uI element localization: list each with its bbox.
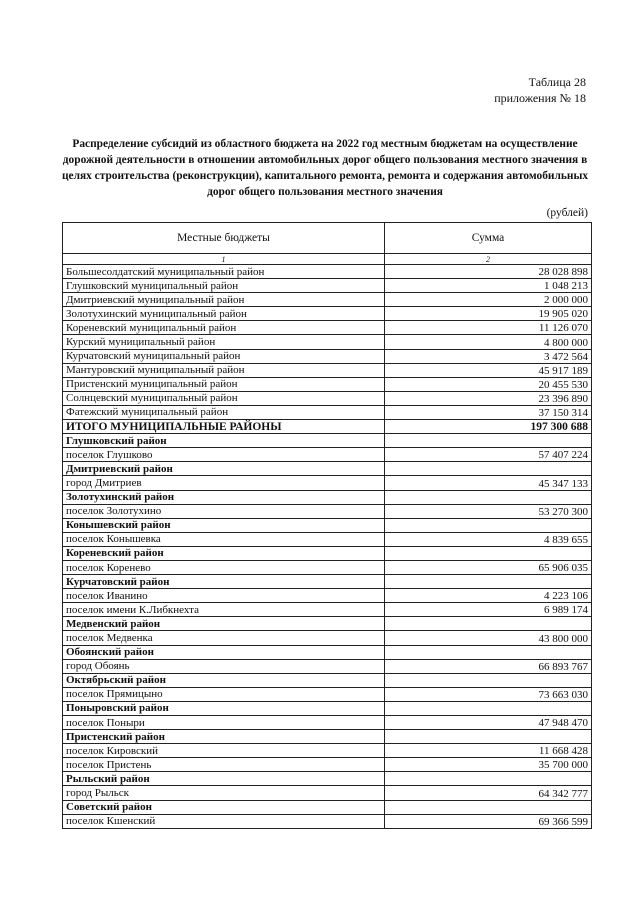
amount-cell: 57 407 224 bbox=[385, 448, 592, 462]
district-header-row bbox=[63, 617, 592, 631]
table-row bbox=[63, 335, 592, 349]
budget-name-cell: Рыльский район bbox=[63, 772, 385, 786]
amount-cell: 6 989 174 bbox=[385, 603, 592, 617]
table-row bbox=[63, 716, 592, 730]
amount-cell bbox=[385, 730, 592, 744]
amount-cell: 20 455 530 bbox=[385, 377, 592, 391]
amount-cell: 43 800 000 bbox=[385, 631, 592, 645]
budget-name-cell: Глушковский муниципальный район bbox=[63, 279, 385, 293]
budget-name-cell: Курчатовский муниципальный район bbox=[63, 349, 385, 363]
district-header-row bbox=[63, 800, 592, 814]
table-row bbox=[63, 265, 592, 279]
budget-name-cell: ИТОГО МУНИЦИПАЛЬНЫЕ РАЙОНЫ bbox=[63, 420, 385, 434]
budget-name-cell: поселок Поныри bbox=[63, 716, 385, 730]
table-row bbox=[63, 532, 592, 546]
subsidy-table bbox=[62, 222, 592, 829]
amount-cell bbox=[385, 673, 592, 687]
amount-cell bbox=[385, 462, 592, 476]
amount-cell bbox=[385, 490, 592, 504]
appendix-reference bbox=[494, 74, 586, 106]
budget-name-cell: Советский район bbox=[63, 800, 385, 814]
budget-name-cell: Конышевский район bbox=[63, 518, 385, 532]
table-row bbox=[63, 589, 592, 603]
table-row bbox=[63, 321, 592, 335]
amount-cell bbox=[385, 434, 592, 448]
district-header-row bbox=[63, 434, 592, 448]
budget-name-cell: поселок Иванино bbox=[63, 589, 385, 603]
table-row bbox=[63, 758, 592, 772]
table-number: Таблица 28 bbox=[528, 75, 586, 89]
table-row bbox=[63, 307, 592, 321]
budget-name-cell: поселок Пристень bbox=[63, 758, 385, 772]
table-row bbox=[63, 405, 592, 419]
amount-cell: 64 342 777 bbox=[385, 786, 592, 800]
budget-name-cell: поселок Золотухино bbox=[63, 504, 385, 518]
amount-cell: 65 906 035 bbox=[385, 560, 592, 574]
budget-name-cell: поселок Кировский bbox=[63, 744, 385, 758]
district-header-row bbox=[63, 462, 592, 476]
budget-name-cell: Курчатовский район bbox=[63, 575, 385, 589]
amount-cell bbox=[385, 772, 592, 786]
total-row bbox=[63, 420, 592, 434]
budget-name-cell: Поныровский район bbox=[63, 701, 385, 715]
unit-label: (рублей) bbox=[546, 207, 588, 219]
budget-name-cell: Фатежский муниципальный район bbox=[63, 405, 385, 419]
amount-cell: 2 000 000 bbox=[385, 293, 592, 307]
table-row bbox=[63, 687, 592, 701]
district-header-row bbox=[63, 772, 592, 786]
column-header-amount: Сумма bbox=[385, 223, 592, 254]
table-row bbox=[63, 293, 592, 307]
budget-name-cell: поселок Коренево bbox=[63, 560, 385, 574]
amount-cell: 73 663 030 bbox=[385, 687, 592, 701]
amount-cell bbox=[385, 701, 592, 715]
budget-name-cell: город Рыльск bbox=[63, 786, 385, 800]
budget-name-cell: Пристенский район bbox=[63, 730, 385, 744]
table-row bbox=[63, 631, 592, 645]
column-header-row bbox=[63, 223, 592, 254]
table-row bbox=[63, 786, 592, 800]
amount-cell bbox=[385, 617, 592, 631]
budget-name-cell: Дмитриевский район bbox=[63, 462, 385, 476]
table-row bbox=[63, 349, 592, 363]
amount-cell: 11 126 070 bbox=[385, 321, 592, 335]
budget-name-cell: Октябрьский район bbox=[63, 673, 385, 687]
amount-cell: 28 028 898 bbox=[385, 265, 592, 279]
table-body bbox=[63, 265, 592, 829]
table-row bbox=[63, 744, 592, 758]
amount-cell: 19 905 020 bbox=[385, 307, 592, 321]
amount-cell: 197 300 688 bbox=[385, 420, 592, 434]
amount-cell bbox=[385, 645, 592, 659]
district-header-row bbox=[63, 518, 592, 532]
amount-cell: 45 347 133 bbox=[385, 476, 592, 490]
district-header-row bbox=[63, 546, 592, 560]
budget-name-cell: поселок Конышевка bbox=[63, 532, 385, 546]
amount-cell: 45 917 189 bbox=[385, 363, 592, 377]
budget-name-cell: поселок Прямицыно bbox=[63, 687, 385, 701]
table-row bbox=[63, 363, 592, 377]
table-row bbox=[63, 279, 592, 293]
budget-name-cell: Золотухинский район bbox=[63, 490, 385, 504]
budget-name-cell: Солнцевский муниципальный район bbox=[63, 391, 385, 405]
budget-name-cell: город Дмитриев bbox=[63, 476, 385, 490]
table-row bbox=[63, 659, 592, 673]
amount-cell: 1 048 213 bbox=[385, 279, 592, 293]
table-row bbox=[63, 814, 592, 828]
amount-cell bbox=[385, 546, 592, 560]
budget-name-cell: Кореневский муниципальный район bbox=[63, 321, 385, 335]
table-row bbox=[63, 377, 592, 391]
table-row bbox=[63, 448, 592, 462]
document-title: Распределение субсидий из областного бюджета на 2022 год местным бюджетам на осуществление дорожной деятельности в отношении автомобильных дорог общего пользования местного значения в целях строительства (реконструкции), капитального ремонта, ремонта и содержания автомобильных дорог общего пользования местного значения bbox=[61, 138, 589, 198]
district-header-row bbox=[63, 730, 592, 744]
amount-cell: 4 223 106 bbox=[385, 589, 592, 603]
table-row bbox=[63, 391, 592, 405]
district-header-row bbox=[63, 701, 592, 715]
amount-cell bbox=[385, 518, 592, 532]
amount-cell: 69 366 599 bbox=[385, 814, 592, 828]
budget-name-cell: Медвенский район bbox=[63, 617, 385, 631]
budget-name-cell: Пристенский муниципальный район bbox=[63, 377, 385, 391]
budget-name-cell: поселок Глушково bbox=[63, 448, 385, 462]
budget-name-cell: Кореневский район bbox=[63, 546, 385, 560]
amount-cell bbox=[385, 575, 592, 589]
budget-name-cell: Золотухинский муниципальный район bbox=[63, 307, 385, 321]
table-row bbox=[63, 504, 592, 518]
column-number-1: 1 bbox=[63, 254, 385, 265]
budget-name-cell: Глушковский район bbox=[63, 434, 385, 448]
budget-name-cell: поселок Медвенка bbox=[63, 631, 385, 645]
amount-cell: 35 700 000 bbox=[385, 758, 592, 772]
district-header-row bbox=[63, 575, 592, 589]
amount-cell: 4 800 000 bbox=[385, 335, 592, 349]
budget-name-cell: Мантуровский муниципальный район bbox=[63, 363, 385, 377]
column-header-budgets: Местные бюджеты bbox=[63, 223, 385, 254]
appendix-number: приложения № 18 bbox=[494, 91, 586, 105]
amount-cell: 4 839 655 bbox=[385, 532, 592, 546]
budget-name-cell: Большесолдатский муниципальный район bbox=[63, 265, 385, 279]
budget-name-cell: поселок имени К.Либкнехта bbox=[63, 603, 385, 617]
budget-name-cell: Курский муниципальный район bbox=[63, 335, 385, 349]
column-number-2: 2 bbox=[385, 254, 592, 265]
amount-cell: 11 668 428 bbox=[385, 744, 592, 758]
budget-name-cell: Обоянский район bbox=[63, 645, 385, 659]
district-header-row bbox=[63, 645, 592, 659]
amount-cell: 3 472 564 bbox=[385, 349, 592, 363]
column-number-row bbox=[63, 254, 592, 265]
budget-name-cell: город Обоянь bbox=[63, 659, 385, 673]
amount-cell: 47 948 470 bbox=[385, 716, 592, 730]
budget-name-cell: Дмитриевский муниципальный район bbox=[63, 293, 385, 307]
budget-name-cell: поселок Кшенский bbox=[63, 814, 385, 828]
table-row bbox=[63, 560, 592, 574]
district-header-row bbox=[63, 490, 592, 504]
amount-cell: 66 893 767 bbox=[385, 659, 592, 673]
amount-cell: 37 150 314 bbox=[385, 405, 592, 419]
amount-cell bbox=[385, 800, 592, 814]
amount-cell: 23 396 890 bbox=[385, 391, 592, 405]
amount-cell: 53 270 300 bbox=[385, 504, 592, 518]
district-header-row bbox=[63, 673, 592, 687]
table-row bbox=[63, 476, 592, 490]
table-row bbox=[63, 603, 592, 617]
